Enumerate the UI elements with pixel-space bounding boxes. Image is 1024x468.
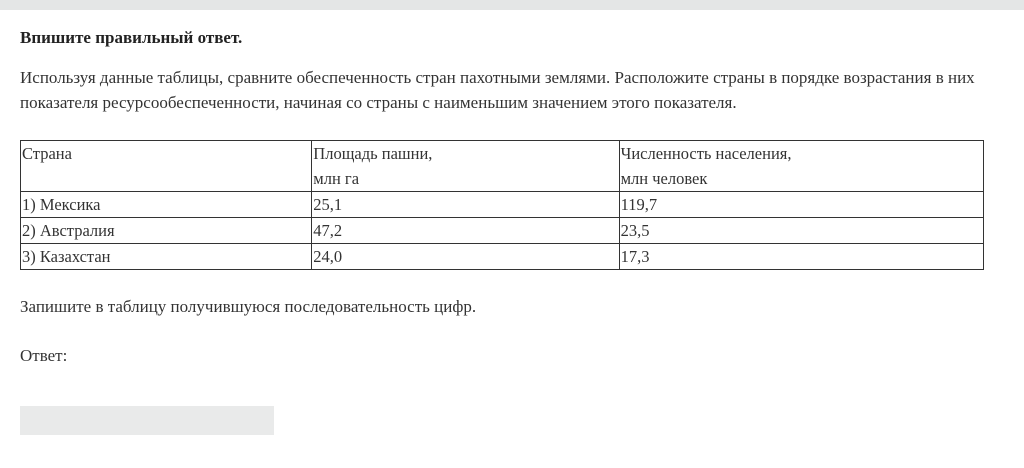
table-cell-population: 23,5 bbox=[619, 218, 983, 244]
table-cell-arable-area: 25,1 bbox=[312, 192, 619, 218]
table-cell-country: 1) Мексика bbox=[21, 192, 312, 218]
header-cell-arable-area bbox=[312, 141, 619, 192]
header-unit: млн га bbox=[313, 169, 360, 188]
answer-input[interactable] bbox=[20, 406, 274, 435]
instruction-text: Запишите в таблицу получившуюся последовательность цифр. bbox=[20, 297, 477, 316]
task-title: Впишите правильный ответ. bbox=[20, 28, 243, 47]
table-cell-country: 3) Казахстан bbox=[21, 244, 312, 270]
table-cell-population: 119,7 bbox=[619, 192, 983, 218]
answer-label: Ответ: bbox=[20, 346, 68, 365]
task-container bbox=[20, 26, 1010, 435]
task-text: Используя данные таблицы, сравните обеспеченность стран пахотными землями. Расположите страны в порядке возрастания в них показателя ресурсообеспеченности, начиная со страны с наименьшим значением этого показателя. bbox=[20, 68, 975, 112]
table-row bbox=[21, 244, 984, 270]
header-text: Площадь пашни, bbox=[313, 144, 433, 163]
data-table bbox=[20, 140, 984, 270]
table-cell-arable-area: 24,0 bbox=[312, 244, 619, 270]
header-cell-population bbox=[619, 141, 983, 192]
table-cell-arable-area: 47,2 bbox=[312, 218, 619, 244]
header-cell-country bbox=[21, 141, 312, 192]
table-row bbox=[21, 192, 984, 218]
table-cell-population: 17,3 bbox=[619, 244, 983, 270]
header-unit: млн человек bbox=[620, 169, 708, 188]
table-row bbox=[21, 218, 984, 244]
table-header-row bbox=[21, 141, 984, 192]
header-text: Страна bbox=[22, 144, 72, 163]
header-text: Численность населения, bbox=[620, 144, 792, 163]
table-cell-country: 2) Австралия bbox=[21, 218, 312, 244]
top-strip bbox=[0, 0, 1024, 10]
